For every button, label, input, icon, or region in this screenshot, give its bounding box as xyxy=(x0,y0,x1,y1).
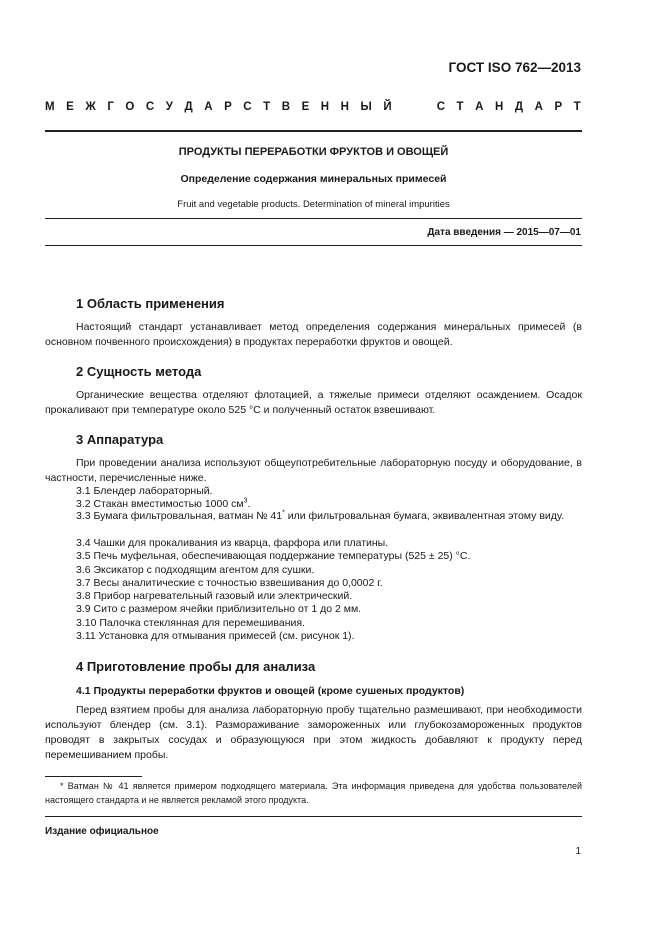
heading-letter: С xyxy=(436,101,445,113)
heading-letter: А xyxy=(204,101,213,113)
list-item: 3.10 Палочка стеклянная для перемешивания. xyxy=(76,617,305,629)
section-1-heading: 1 Область применения xyxy=(76,296,225,311)
heading-letter: Д xyxy=(514,101,524,113)
footnote: * Ватман № 41 является примером подходящего материала. Эта информация приведена для удобства пользователей настоящего стандарта и не является рекламой этого продукта. xyxy=(45,781,582,805)
heading-letter: Т xyxy=(573,101,581,113)
title-en: Fruit and vegetable products. Determination of mineral impurities xyxy=(177,199,450,210)
heading-letter: Р xyxy=(224,101,232,113)
section-4-1-text: Перед взятием пробы для анализа лабораторную пробу тщательно размешивают, при необходимости используют блендер (см. 3.1). Размораживание замороженных или глубокозамороженных продуктов проводят в закрытых сосудах и образующуюся при этом жидкость добавляют к продукту перед перемешиванием пробы. xyxy=(45,704,582,761)
page-number: 1 xyxy=(575,846,581,857)
heading-letter: М xyxy=(45,101,55,113)
list-item: 3.7 Весы аналитические с точностью взвешивания до 0,0002 г. xyxy=(76,577,383,589)
section-2-heading: 2 Сущность метода xyxy=(76,364,202,379)
heading-letter: С xyxy=(145,101,155,113)
heading-word-gap xyxy=(403,101,425,113)
heading-letter: Е xyxy=(301,101,310,113)
heading-letter: С xyxy=(243,101,252,113)
heading-letter: Т xyxy=(263,101,271,113)
heading-letter: Ы xyxy=(360,101,372,113)
heading-letter: О xyxy=(125,101,135,113)
footer-rule xyxy=(45,816,582,817)
header-rule xyxy=(45,130,582,132)
edition-label: Издание официальное xyxy=(45,826,159,837)
heading-letter: Г xyxy=(107,101,114,113)
heading-letter: Т xyxy=(456,101,464,113)
heading-letter: Н xyxy=(320,101,330,113)
section-3-heading: 3 Аппаратура xyxy=(76,432,164,447)
list-item: 3.9 Сито с размером ячейки приблизительно от 1 до 2 мм. xyxy=(76,603,362,615)
heading-letter: Н xyxy=(494,101,504,113)
date-rule xyxy=(45,245,582,246)
document-code: ГОСТ ISO 762—2013 xyxy=(448,60,581,75)
footnote-rule xyxy=(45,776,142,777)
title-rule xyxy=(45,218,582,219)
section-1-text: Настоящий стандарт устанавливает метод определения содержания минеральных примесей (в основном почвенного происхождения) в продуктах переработки фруктов и овощей. xyxy=(45,321,582,348)
list-item: 3.4 Чашки для прокаливания из кварца, фарфора или платины. xyxy=(76,537,389,549)
heading-letter: Д xyxy=(184,101,193,113)
heading-letter: Ж xyxy=(85,101,96,113)
section-3-intro: При проведении анализа используют общеупотребительные лабораторную посуду и оборудование, в частности, перечисленные ниже. xyxy=(45,457,582,484)
section-2-text: Органические вещества отделяют флотацией, а тяжелые примеси отделяют осаждением. Осадок прокаливают при температуре около 525 °С и полученный остаток взвешивают. xyxy=(45,389,582,416)
heading-letter: Н xyxy=(340,101,349,113)
list-item: 3.5 Печь муфельная, обеспечивающая поддержание температуры (525 ± 25) °С. xyxy=(76,550,471,562)
heading-letter: У xyxy=(165,101,173,113)
list-item: 3.3 Бумага фильтровальная, ватман № 41* или фильтровальная бумага, эквивалентная этому виду. xyxy=(76,509,565,522)
list-item: 3.11 Установка для отмывания примесей (см. рисунок 1). xyxy=(76,630,355,642)
heading-letter: В xyxy=(281,101,291,113)
section-4-1-heading: 4.1 Продукты переработки фруктов и овощей (кроме сушеных продуктов) xyxy=(76,685,465,697)
list-item: 3.2 Стакан вместимостью 1000 $см^3$. xyxy=(76,497,251,510)
subtitle-ru: Определение содержания минеральных примесей xyxy=(180,173,447,185)
heading-letter: А xyxy=(475,101,484,113)
heading-letter: Е xyxy=(66,101,74,113)
list-item: 3.6 Эксикатор с подходящим агентом для сушки. xyxy=(76,564,315,576)
list-item: 3.8 Прибор нагревательный газовый или электрический. xyxy=(76,590,353,602)
section-4-heading: 4 Приготовление пробы для анализа xyxy=(76,659,316,674)
heading-letter: А xyxy=(534,101,543,113)
title-ru: ПРОДУКТЫ ПЕРЕРАБОТКИ ФРУКТОВ И ОВОЩЕЙ xyxy=(178,146,449,158)
heading-letter: Й xyxy=(383,101,392,113)
interstate-standard-heading xyxy=(45,101,581,113)
heading-letter: Р xyxy=(554,101,563,113)
list-item: 3.1 Блендер лабораторный. xyxy=(76,485,213,497)
effective-date: Дата введения — 2015—07—01 xyxy=(427,227,581,238)
